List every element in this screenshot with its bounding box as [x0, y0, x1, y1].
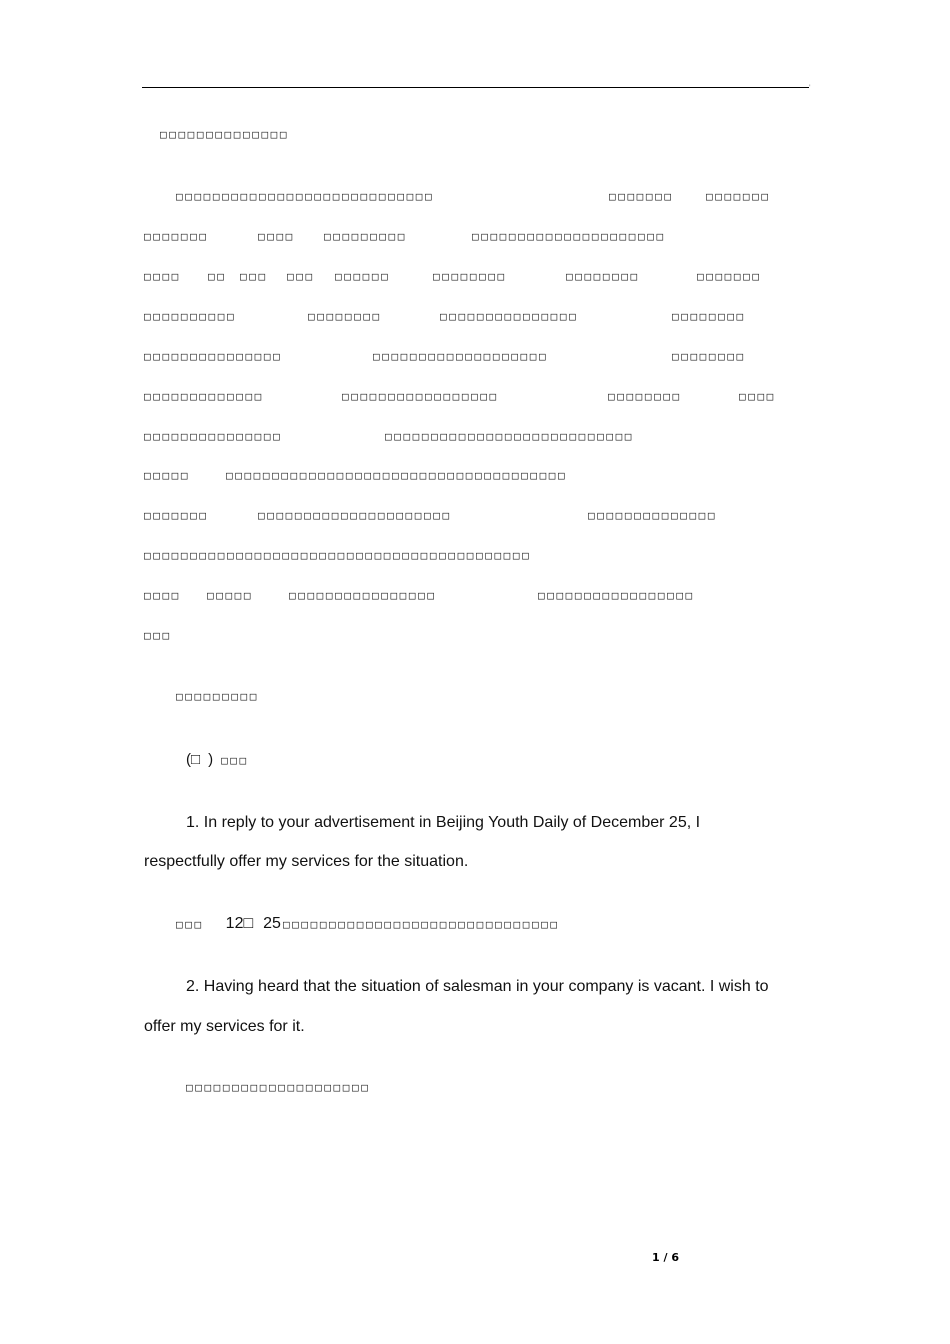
- intro-line-2-segment-3: □□□□□□□□□: [324, 230, 408, 243]
- intro-line-5-segment-2: □□□□□□□□□□□□□□□□□□□: [373, 350, 549, 363]
- page-number: 1 / 6: [652, 1251, 679, 1264]
- subsection-open-paren: (□: [186, 751, 201, 768]
- example-2-english-line-2: offer my services for it.: [144, 1018, 305, 1035]
- example-1-translation-month: 12□: [225, 915, 254, 932]
- intro-line-2-segment-1: □□□□□□□: [144, 230, 209, 243]
- intro-line-7-segment-1: □□□□□□□□□□□□□□□: [144, 430, 283, 443]
- intro-line-2-segment-4: □□□□□□□□□□□□□□□□□□□□□: [472, 230, 666, 243]
- subsection-label: □□□: [221, 754, 249, 767]
- intro-line-3-segment-5: □□□□□□: [335, 270, 391, 283]
- intro-line-1-segment-3: □□□□□□□: [706, 190, 771, 203]
- intro-line-3-segment-2: □□: [208, 270, 227, 283]
- intro-line-1-segment-2: □□□□□□□: [609, 190, 674, 203]
- example-2-translation: □□□□□□□□□□□□□□□□□□□□: [186, 1081, 371, 1094]
- intro-line-11-segment-2: □□□□□: [207, 589, 254, 602]
- example-2-english-line-1: 2. Having heard that the situation of salesman in your company is vacant. I wish to: [186, 978, 769, 995]
- intro-line-1-segment-1: □□□□□□□□□□□□□□□□□□□□□□□□□□□□: [176, 190, 435, 203]
- intro-line-9-segment-2: □□□□□□□□□□□□□□□□□□□□□: [258, 509, 452, 522]
- intro-line-4-segment-3: □□□□□□□□□□□□□□□: [440, 310, 579, 323]
- intro-line-6-segment-3: □□□□□□□□: [608, 390, 682, 403]
- subsection-heading: [186, 751, 249, 768]
- example-1-translation: [176, 915, 560, 933]
- intro-line-5-segment-1: □□□□□□□□□□□□□□□: [144, 350, 283, 363]
- intro-line-10-segment-1: □□□□□□□□□□□□□□□□□□□□□□□□□□□□□□□□□□□□□□□□□□: [144, 549, 532, 562]
- header-rule: [142, 87, 809, 88]
- document-heading: □□□□□□□□□□□□□□: [160, 128, 290, 141]
- intro-line-9-segment-3: □□□□□□□□□□□□□□: [588, 509, 718, 522]
- intro-line-3-segment-3: □□□: [240, 270, 268, 283]
- section-heading: □□□□□□□□□: [176, 690, 260, 703]
- intro-line-3-segment-8: □□□□□□□: [697, 270, 762, 283]
- intro-line-5-segment-3: □□□□□□□□: [672, 350, 746, 363]
- intro-line-3-segment-4: □□□: [287, 270, 315, 283]
- intro-line-6-segment-4: □□□□: [739, 390, 776, 403]
- intro-line-8-segment-1: □□□□□: [144, 469, 191, 482]
- intro-line-9-segment-1: □□□□□□□: [144, 509, 209, 522]
- example-1-translation-body: □□□□□□□□□□□□□□□□□□□□□□□□□□□□□□: [282, 918, 560, 931]
- example-1-translation-prefix: □□□: [176, 918, 204, 931]
- intro-line-6-segment-2: □□□□□□□□□□□□□□□□□: [342, 390, 499, 403]
- intro-line-6-segment-1: □□□□□□□□□□□□□: [144, 390, 264, 403]
- intro-line-2-segment-2: □□□□: [258, 230, 295, 243]
- intro-line-4-segment-2: □□□□□□□□: [308, 310, 382, 323]
- intro-line-11-segment-4: □□□□□□□□□□□□□□□□□: [538, 589, 695, 602]
- intro-line-8-segment-2: □□□□□□□□□□□□□□□□□□□□□□□□□□□□□□□□□□□□□: [226, 469, 568, 482]
- example-1-english-line-2: respectfully offer my services for the situation.: [144, 853, 469, 870]
- subsection-close-paren: ): [208, 751, 214, 768]
- intro-line-3-segment-1: □□□□: [144, 270, 181, 283]
- header-tick-mark: ': [809, 84, 811, 91]
- intro-line-11-segment-1: □□□□: [144, 589, 181, 602]
- intro-line-3-segment-7: □□□□□□□□: [566, 270, 640, 283]
- intro-line-3-segment-6: □□□□□□□□: [433, 270, 507, 283]
- example-1-english-line-1: 1. In reply to your advertisement in Beijing Youth Daily of December 25, I: [186, 814, 701, 831]
- intro-line-4-segment-1: □□□□□□□□□□: [144, 310, 237, 323]
- intro-line-12-segment-1: □□□: [144, 629, 172, 642]
- intro-line-7-segment-2: □□□□□□□□□□□□□□□□□□□□□□□□□□□: [385, 430, 635, 443]
- intro-line-4-segment-4: □□□□□□□□: [672, 310, 746, 323]
- intro-line-11-segment-3: □□□□□□□□□□□□□□□□: [289, 589, 437, 602]
- example-1-translation-day: 25: [263, 915, 281, 932]
